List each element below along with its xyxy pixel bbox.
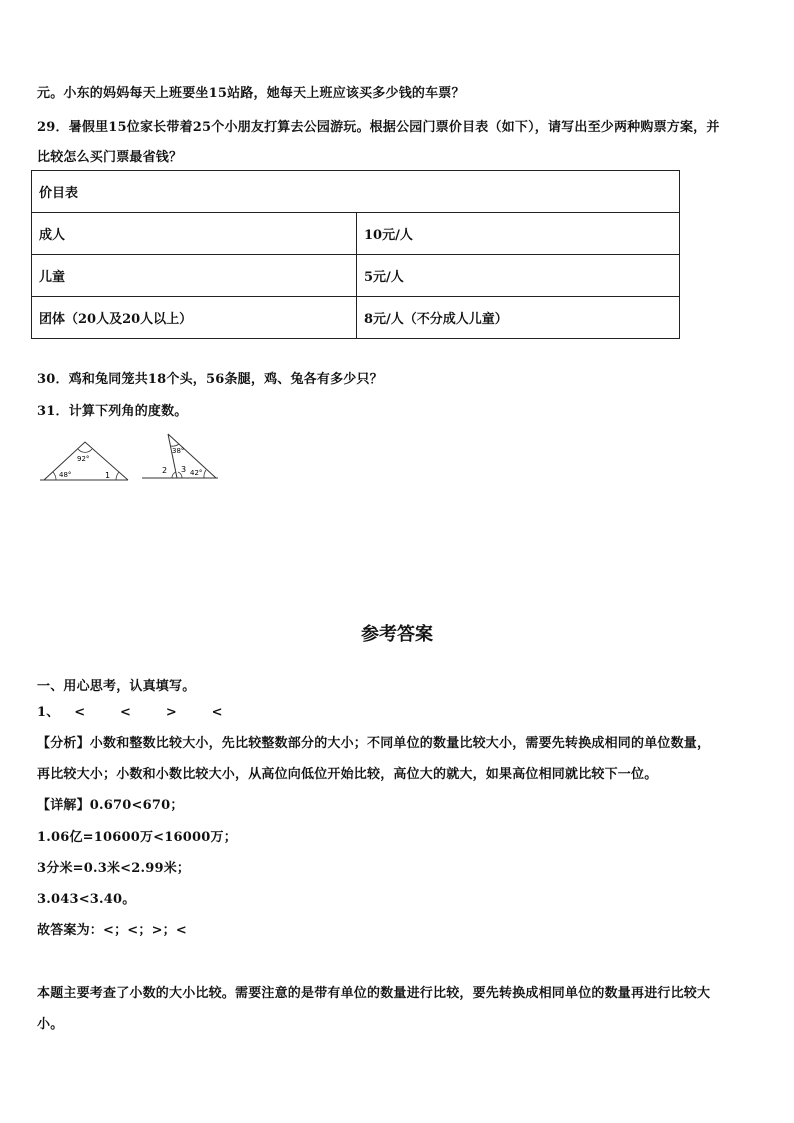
table-row [32, 213, 680, 255]
analysis-line2: 再比较大小；小数和小数比较大小，从高位向低位开始比较，高位大的就大，如果高位相同就比较下一位。 [37, 767, 658, 782]
summary-line2: 小。 [37, 1017, 64, 1032]
price-table [31, 170, 680, 339]
answer-symbol: < [211, 705, 223, 720]
triangle2-unknown-3: 3 [181, 465, 187, 474]
table-cell-price: 5元/人 [357, 255, 680, 297]
triangle2-unknown-2: 2 [162, 466, 168, 475]
table-cell-label: 成人 [32, 213, 357, 255]
table-cell-price: 8元/人（不分成人儿童） [357, 297, 680, 339]
question-31: 31．计算下列角的度数。 [37, 404, 188, 419]
detail-line2: 1.06亿=10600万<16000万； [37, 830, 237, 845]
table-cell-label: 儿童 [32, 255, 357, 297]
answer-symbol: < [120, 705, 132, 720]
price-table-header-row [32, 171, 680, 213]
triangle1-left-angle: 48° [59, 471, 72, 479]
analysis-line1: 【分析】小数和整数比较大小，先比较整数部分的大小；不同单位的数量比较大小，需要先转换成相同的单位数量， [37, 736, 711, 751]
detail-line3: 3分米=0.3米<2.99米； [37, 861, 191, 876]
final-answer: 故答案为：<；<；>；< [37, 923, 187, 938]
detail-line1: 【详解】0.670<670； [37, 798, 184, 813]
price-table-header: 价目表 [32, 171, 680, 213]
section-heading: 一、用心思考，认真填写。 [37, 679, 196, 694]
triangle-figure-1 [40, 436, 132, 486]
triangle-figure-2 [140, 432, 220, 484]
table-cell-label: 团体（20人及20人以上） [32, 297, 357, 339]
triangle2-top-angle: 38° [172, 447, 185, 455]
question-30: 30．鸡和兔同笼共18个头，56条腿，鸡、兔各有多少只？ [37, 372, 383, 387]
table-row [32, 255, 680, 297]
answer-symbol: < [74, 705, 86, 720]
triangle2-right-angle: 42° [190, 469, 203, 477]
table-cell-price: 10元/人 [357, 213, 680, 255]
answer-1-line [37, 701, 253, 720]
answer-symbol: > [165, 705, 177, 720]
question-29-line2: 比较怎么买门票最省钱？ [37, 150, 183, 165]
triangle1-top-angle: 92° [77, 455, 90, 463]
table-row [32, 297, 680, 339]
question-29-line1: 29．暑假里15位家长带着25个小朋友打算去公园游玩。根据公园门票价目表（如下），请写出至少两种购票方案，并 [37, 120, 720, 135]
detail-line4: 3.043<3.40。 [37, 892, 136, 907]
question-28-tail: 元。小东的妈妈每天上班要坐15站路，她每天上班应该买多少钱的车票？ [37, 86, 465, 101]
answer-1-label: 1、 [37, 705, 60, 720]
summary-line1: 本题主要考查了小数的大小比较。需要注意的是带有单位的数量进行比较，要先转换成相同单位的数量再进行比较大 [37, 986, 711, 1001]
triangle1-unknown-angle: 1 [105, 471, 111, 480]
answers-title: 参考答案 [361, 624, 433, 645]
